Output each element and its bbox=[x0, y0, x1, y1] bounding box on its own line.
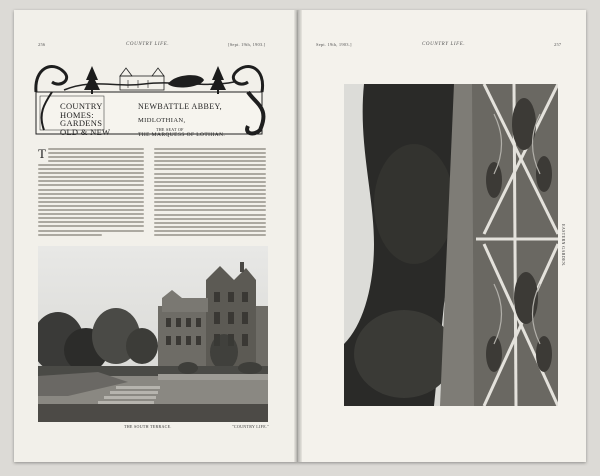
text-line bbox=[154, 181, 266, 183]
article-banner bbox=[34, 58, 266, 138]
body-column-2 bbox=[154, 148, 266, 238]
text-line bbox=[154, 177, 266, 179]
body-column-1b bbox=[38, 164, 144, 238]
text-line bbox=[38, 189, 144, 191]
text-line bbox=[38, 184, 144, 186]
left-date: [Sept. 19th, 1903.] bbox=[228, 42, 266, 47]
drop-cap: T bbox=[38, 146, 46, 161]
text-line bbox=[154, 193, 266, 195]
text-line bbox=[154, 148, 266, 150]
series-line-3: GARDENS bbox=[60, 118, 103, 128]
text-line bbox=[154, 152, 266, 154]
text-line bbox=[154, 209, 266, 211]
text-line bbox=[38, 225, 144, 227]
owner: THE MARQUESS OF LOTHIAN. bbox=[138, 132, 226, 138]
text-line bbox=[38, 209, 144, 211]
text-line bbox=[38, 217, 144, 219]
south-terrace-credit: "COUNTRY LIFE." bbox=[232, 424, 270, 429]
text-line bbox=[38, 172, 144, 174]
text-line bbox=[154, 214, 266, 216]
text-line bbox=[38, 180, 144, 182]
south-terrace-caption: THE SOUTH TERRACE. bbox=[124, 424, 172, 429]
text-line bbox=[38, 213, 144, 215]
page-gutter bbox=[294, 10, 302, 462]
house-name: NEWBATTLE ABBEY, bbox=[138, 102, 223, 111]
seat-of: THE SEAT OF bbox=[156, 127, 184, 132]
text-line bbox=[154, 226, 266, 228]
body-column-1a bbox=[48, 148, 144, 164]
article-headline bbox=[138, 102, 258, 138]
text-line bbox=[154, 173, 266, 175]
text-line bbox=[154, 218, 266, 220]
right-page bbox=[298, 10, 586, 462]
text-line bbox=[38, 168, 144, 170]
text-line bbox=[154, 205, 266, 207]
text-line bbox=[154, 230, 266, 232]
text-line bbox=[154, 185, 266, 187]
text-line bbox=[38, 164, 144, 166]
text-line bbox=[48, 156, 144, 158]
text-line bbox=[154, 164, 266, 166]
right-running-title: COUNTRY LIFE. bbox=[422, 42, 466, 47]
county: MIDLOTHIAN, bbox=[138, 117, 186, 124]
text-line bbox=[38, 205, 144, 207]
south-terrace-photo bbox=[38, 246, 268, 422]
text-line bbox=[38, 176, 144, 178]
magazine-spread bbox=[14, 10, 586, 462]
text-line bbox=[38, 201, 144, 203]
right-date: Sept. 19th, 1903.] bbox=[316, 42, 352, 47]
eastern-garden-photo bbox=[344, 84, 558, 406]
text-line bbox=[154, 222, 266, 224]
text-line bbox=[154, 234, 266, 236]
left-page-number: 256 bbox=[38, 42, 46, 47]
left-page bbox=[14, 10, 298, 462]
text-line bbox=[38, 193, 144, 195]
right-page-number: 257 bbox=[554, 42, 562, 47]
text-line bbox=[48, 148, 144, 150]
series-line-1: COUNTRY bbox=[60, 101, 103, 111]
text-line bbox=[38, 234, 102, 236]
text-line bbox=[154, 189, 266, 191]
text-line bbox=[38, 221, 144, 223]
eastern-garden-caption: EASTERN GARDEN. bbox=[561, 224, 566, 267]
left-running-title: COUNTRY LIFE. bbox=[126, 42, 170, 47]
text-line bbox=[38, 230, 144, 232]
series-line-4: OLD & NEW bbox=[60, 126, 111, 137]
text-line bbox=[48, 152, 144, 154]
text-line bbox=[154, 201, 266, 203]
text-line bbox=[154, 168, 266, 170]
text-line bbox=[154, 197, 266, 199]
text-line bbox=[154, 156, 266, 158]
text-line bbox=[38, 197, 144, 199]
series-title bbox=[60, 102, 126, 136]
text-line bbox=[154, 160, 266, 162]
text-line bbox=[48, 160, 144, 162]
series-line-2: HOMES: bbox=[60, 109, 94, 120]
